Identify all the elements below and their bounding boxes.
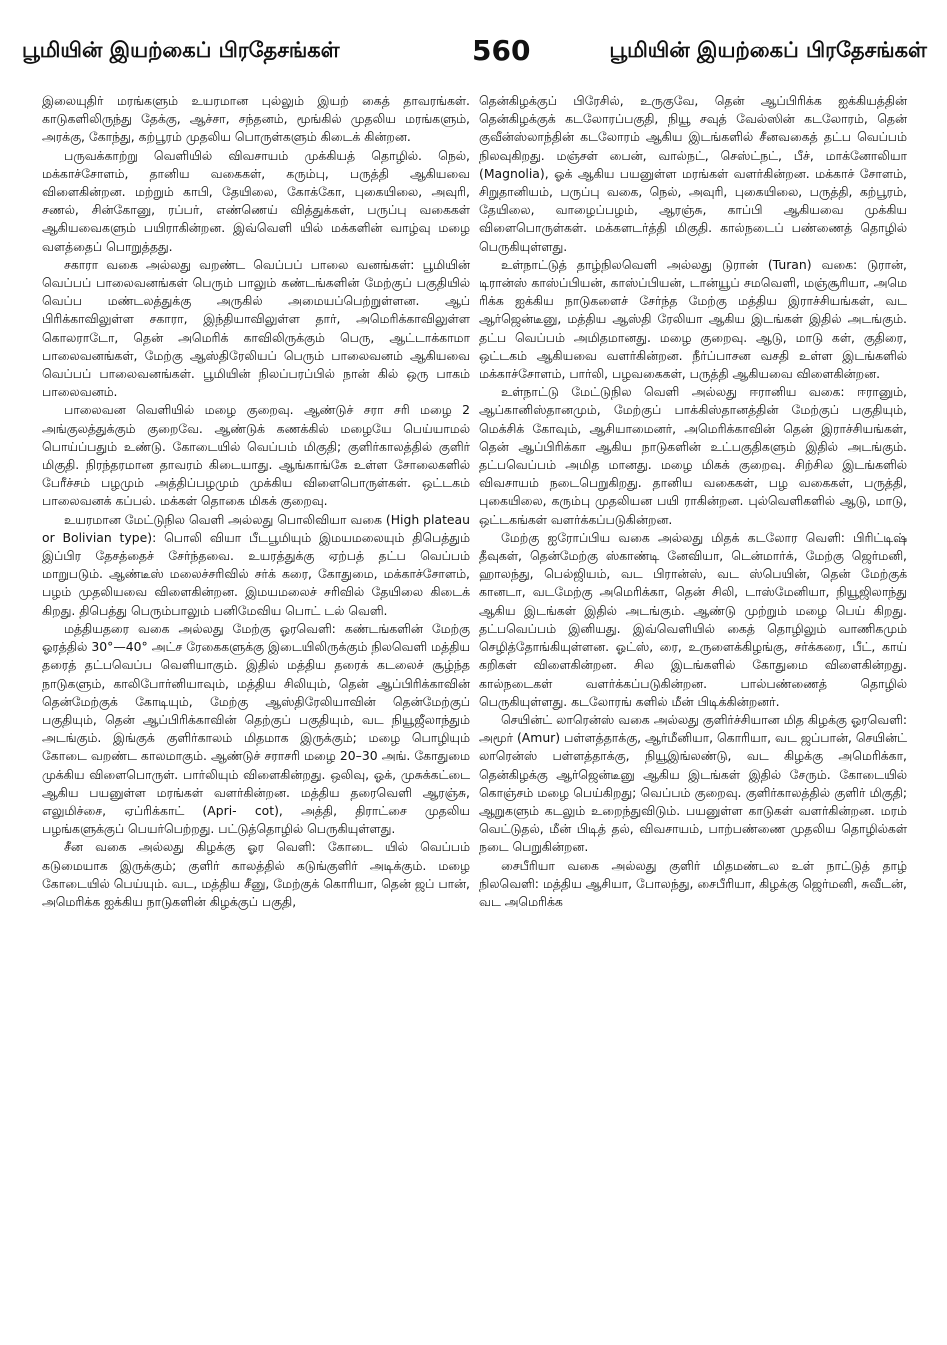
paragraph: பருவக்காற்று வெளியில் விவசாயம் முக்கியத் தொழில். நெல், மக்காச்சோளம், தானிய வகைகள், கரும்பு, பருத்தி ஆகியவை விளைகின்றன. மற்றும் காபி, தேயிலை, கோக்கோ, புகையிலை, அவுரி, சணல், சின்கோனு, ரப்பர், எண்ணெய் வித்துக்கள், பருப்பு வகைகள் ஆகியவைகளும் பயிராகின்றன. இவ்வெளி யில் மக்களின் வாழ்வு மழை வளத்தைப் பொறுத்தது.: [42, 147, 470, 254]
paragraph: சைபீரியா வகை அல்லது குளிர் மிதமண்டல உள் நாட்டுத் தாழ் நிலவெளி: மத்திய ஆசியா, போலந்து, சைபீரியா, கிழக்கு ஜெர்மனி, சுவீடன், வட அமெரிக்க: [479, 857, 907, 909]
paragraph: செயின்ட் லாரென்ஸ் வகை அல்லது குளிர்ச்சியான மித கிழக்கு ஓரவெளி: அமூர் (Amur) பள்ளத்தாக்கு, ஆர்மீனியா, கொரியா, வட ஜப்பான், செயின்ட் லாரென்ஸ் பள்ளத்தாக்கு, நியூஇங்லண்டு, வட கிழக்கு அமெரிக்கா, தென்கிழக்கு ஆர்ஜென்டீனு ஆகிய இடங்கள் இதில் சேரும். கோடையில் கொஞ்சம் மழை பெய்கிறது; வெப்பம் குறைவு. குளிர்காலத்தில் குளிர் மிகுதி; ஆறுகளும் கடலும் உறைந்துவிடும். பயனுள்ள காடுகள் வளர்கின்றன. மரம் வெட்டுதல், மீன் பிடித் தல், விவசாயம், பாற்பண்ணை முதலிய தொழில்கள் நடை பெறுகின்றன.: [479, 711, 907, 855]
paragraph: உள்நாட்டுத் தாழ்நிலவெளி அல்லது டுரான் (Turan) வகை: டுரான், டிரான்ஸ் காஸ்ப்பியன், காஸ்ப்பியன், டான்யூப் சமவெளி, மஞ்சூரியா, அமெ ரிக்க ஐக்கிய நாடுகளைச் சேர்ந்த மேற்கு மத்திய இராச்சியங்கள், வட ஆர்ஜென்டீனு, மத்திய ஆஸ்தி ரேலியா ஆகிய இடங்கள் இதில் அடங்கும். தட்ப வெப்பம் அமிதமானது. மழை குறைவு. ஆடு, மாடு கள், குதிரை, ஒட்டகம் ஆகியவை வளர்கின்றன. நீர்ப்பாசன வசதி உள்ள இடங்களில் மக்காச்சோளம், பார்லி, பழவகைகள், பருத்தி ஆகியவை விளைகின்றன.: [479, 256, 907, 382]
paragraph: உள்நாட்டு மேட்டுநில வெளி அல்லது ஈரானிய வகை: ஈரானும், ஆப்கானிஸ்தானமும், மேற்குப் பாக்கிஸ்தானத்தின் மேற்குப் பகுதியும், மெக்சிக் கோவும், ஆசியாமைனர், அமெரிக்காவின் தென் இராச்சியங்கள், தென் ஆப்பிரிக்கா ஆகிய நாடுகளின் உட்பகுதிகளும் இதில் அடங்கும். தட்பவெப்பம் அமித மானது. மழை மிகக் குறைவு. சிற்சில இடங்களில் விவசாயம் நடைபெறுகிறது. தானிய வகைகள், பழ வகைகள், பருத்தி, புகையிலை, கரும்பு முதலியன பயி ராகின்றன. புல்வெளிகளில் ஆடு, மாடு, ஒட்டகங்கள் வளர்க்கப்படுகின்றன.: [479, 384, 907, 527]
page-header: [22, 34, 927, 78]
paragraph: மத்தியதரை வகை அல்லது மேற்கு ஓரவெளி: கண்டங்களின் மேற்கு ஓரத்தில் 30°—40° அட்ச ரேகைகளுக்கு இடையிலிருக்கும் நிலவெளி மத்திய தரைத் தட்பவெப்ப வெளியாகும். இதில் மத்திய தரைக் கடலைச் சூழ்ந்த நாடுகளும், காலிபோர்னியாவும், மத்திய சிலியும், தென் ஆப்பிரிக்காவின் தென்மேற்குக் கோடியும், மேற்கு ஆஸ்திரேலியாவின் தென்மேற்குப் பகுதியும், தென் ஆப்பிரிக்காவின் தெற்குப் பகுதியும், வட நியூஜீலாந்தும் அடங்கும். இங்குக் குளிர்காலம் மிதமாக இருக்கும்; மழை பொழியும் கோடை வறண்ட காலமாகும். ஆண்டுச் சராசரி மழை 20–30 அங். கோதுமை முக்கிய விளைபொருள். பார்லியும் விளைகின்றது. ஒலிவு, ஓக், முசுக்கட்டை ஆகிய பயனுள்ள மரங்கள் வளர்கின்றன. மத்திய தரைவெளி ஆரஞ்சு, எலுமிச்சை, ஏப்ரிக்காட் (Apri- cot), அத்தி, திராட்சை முதலிய பழங்களுக்குப் பெயர்பெற்றது. பட்டுத்தொழில் பெருகியுள்ளது.: [42, 620, 470, 837]
paragraph: பாலைவன வெளியில் மழை குறைவு. ஆண்டுச் சரா சரி மழை 2 அங்குலத்துக்கும் குறைவே. ஆண்டுக் கணக்கில் மழையே பெய்யாமல் பொய்ப்பதும் உண்டு. கோடையில் வெப்பம் மிகுதி; குளிர்காலத்தில் குளிர் மிகுதி. நிரந்தரமான தாவரம் கிடையாது. ஆங்காங்கே உள்ள சோலைகளில் பேரீச்சம் பழமும் அத்திப்பழமும் முக்கிய விளைபொருள்கள். ஒட்டகம் பாலைவனக் கப்பல். மக்கள் தொகை மிகக் குறைவு.: [42, 402, 470, 509]
paragraph: இலையுதிர் மரங்களும் உயரமான புல்லும் இயற் கைத் தாவரங்கள். காடுகளிலிருந்து தேக்கு, ஆச்சா, சந்தனம், மூங்கில் முதலிய மரங்களும், அரக்கு, கோந்து, கற்பூரம் முதலிய பொருள்களும் கிடைக் கின்றன.: [42, 93, 470, 145]
paragraph: மேற்கு ஐரோப்பிய வகை அல்லது மிதக் கடலோர வெளி: பிரிட்டிஷ் தீவுகள், தென்மேற்கு ஸ்காண்டி னேவியா, டென்மார்க், மேற்கு ஜெர்மனி, ஹாலந்து, பெல்ஜியம், வட பிரான்ஸ், வட ஸ்பெயின், தென் மேற்குக் கானடா, வடமேற்கு அமெரிக்கா, தென் சிலி, டாஸ்மேனியா, நியூஜிலாந்து ஆகிய இடங்கள் இதில் அடங்கும். ஆண்டு முற்றும் மழை பெய் கிறது. தட்பவெப்பம் இனியது. இவ்வெளியில் கைத் தொழிலும் வாணிகமும் செழித்தோங்கியுள்ளன. ஓட்ஸ், ரை, உருளைக்கிழங்கு, சர்க்கரை, பீட், காய் கறிகள் விளைகின்றன. சில இடங்களில் கோதுமை விளைகின்றது. கால்நடைகள் வளர்க்கப்படுகின்றன. பால்பண்ணைத் தொழில் பெருகியுள்ளது. கடலோரங் களில் மீன் பிடிக்கின்றனர்.: [479, 529, 907, 709]
page-number: 560: [472, 34, 531, 67]
running-title-left: பூமியின் இயற்கைப் பிரதேசங்கள்: [22, 38, 340, 62]
right-column: [479, 92, 907, 911]
left-column: [42, 92, 470, 911]
paragraph: சகாரா வகை அல்லது வறண்ட வெப்பப் பாலை வனங்கள்: பூமியின் வெப்பப் பாலைவனங்கள் பெரும் பாலும் கண்டங்களின் மேற்குப் பகுதியில் வெப்ப மண்டலத்துக்கு அருகில் அமையப்பெற்றுள்ளன. ஆப் பிரிக்காவிலுள்ள சகாரா, இந்தியாவிலுள்ள தார், அமெரிக்காவிலுள்ள கொலராடோ, தென் அமெரிக் காவிலிருக்கும் பெரு, ஆட்டாக்காமா பாலைவனங்கள், மேற்கு ஆஸ்திரேலியப் பெரும் பாலைவனம் ஆகியவை வெப்பப் பாலைவனங்கள். பூமியின் நிலப்பரப்பில் நான் கில் ஒரு பாகம் பாலைவனம்.: [42, 256, 470, 400]
paragraph: சீன வகை அல்லது கிழக்கு ஓர வெளி: கோடை யில் வெப்பம் கடுமையாக இருக்கும்; குளிர் காலத்தில் கடுங்குளிர் அடிக்கும். மழை கோடையில் பெய்யும். வட, மத்திய சீனு, மேற்குக் கொரியா, தென் ஜப் பான், அமெரிக்க ஐக்கிய நாடுகளின் கிழக்குப் பகுதி,: [42, 839, 470, 909]
paragraph: உயரமான மேட்டுநில வெளி அல்லது பொலிவியா வகை (High plateau or Bolivian type): பொலி வியா பீடபூமியும் இமயமலையும் திபெத்தும் இப்பிர தேசத்தைச் சேர்ந்தவை. உயரத்துக்கு ஏற்பத் தட்ப வெப்பம் மாறுபடும். ஆண்டீஸ் மலைச்சரிவில் சர்க் கரை, கோதுமை, மக்காச்சோளம், பழம் முதலியவை விளைகின்றன. இமயமலைச் சரிவில் தேயிலை கிடைக் கிறது. திபெத்து பெரும்பாலும் பனிமேவிய பொட் டல் வெளி.: [42, 511, 470, 618]
paragraph: தென்கிழக்குப் பிரேசில், உருகுவே, தென் ஆப்பிரிக்க ஐக்கியத்தின் தென்கிழக்குக் கடலோரப்பகுதி, நியூ சவுத் வேல்ஸின் கடலோரம், தென் குவீன்ஸ்லாந்தின் கடலோரம் ஆகிய இடங்களில் சீனவகைத் தட்ப வெப்பம் நிலவுகிறது. மஞ்சள் பைன், வால்நட், செஸ்ட்நட், பீச், மாக்னோலியா (Magnolia), ஓக் ஆகிய பயனுள்ள மரங்கள் வளர்கின்றன. மக்காச் சோளம், சிறுதானியம், பருப்பு வகை, நெல், அவுரி, புகையிலை, பருத்தி, கற்பூரம், தேயிலை, வாழைப்பழம், ஆரஞ்சு, காப்பி ஆகியவை முக்கிய விளைபொருள்கள். மக்களடர்த்தி மிகுதி. கால்நடைப் பண்ணைத் தொழில் பெருகியுள்ளது.: [479, 93, 907, 254]
running-title-right: பூமியின் இயற்கைப் பிரதேசங்கள்: [609, 38, 927, 62]
